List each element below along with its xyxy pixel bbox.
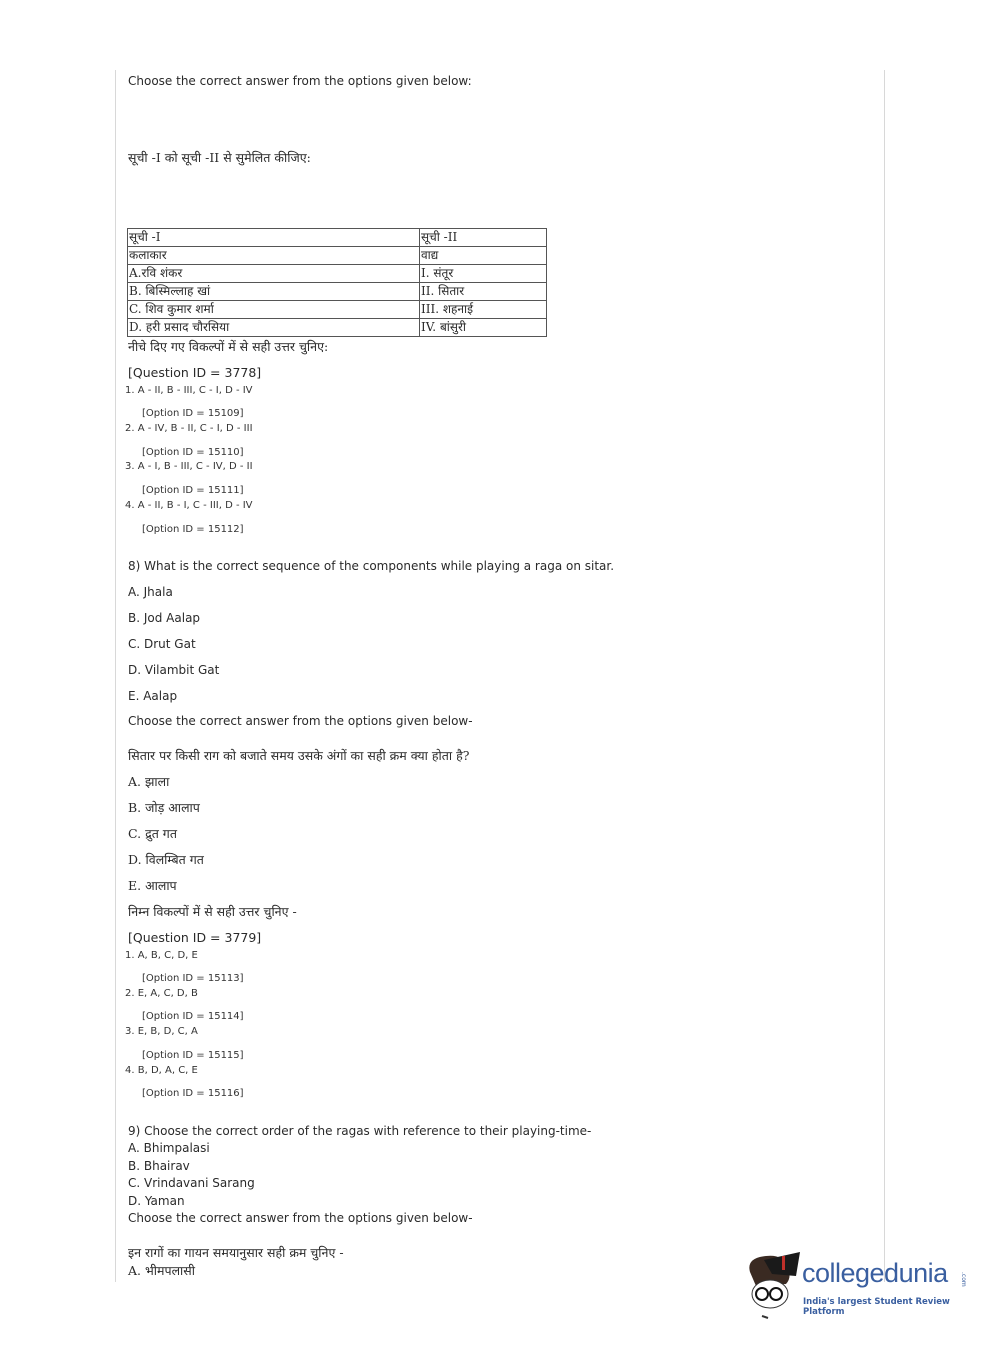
match-table [127, 228, 547, 337]
logo-com: .com [960, 1272, 967, 1287]
table-row [128, 283, 547, 301]
option-id: [Option ID = 15115] [142, 1050, 244, 1061]
option-id: [Option ID = 15114] [142, 1011, 244, 1022]
table-cell: कलाकार [128, 247, 420, 265]
list-item: C. Drut Gat [128, 637, 196, 651]
question-id: [Question ID = 3778] [128, 365, 262, 380]
list-item: A. Jhala [128, 585, 173, 599]
choose-instruction: Choose the correct answer from the options given below: [128, 74, 472, 88]
table-cell: IV. बांसुरी [420, 319, 547, 337]
table-cell: वाद्य [420, 247, 547, 265]
table-row [128, 301, 547, 319]
option-text: 3. A - I, B - III, C - IV, D - II [125, 461, 253, 472]
table-row [128, 265, 547, 283]
table-cell: II. सितार [420, 283, 547, 301]
option-id: [Option ID = 15111] [142, 485, 244, 496]
option-text: 3. E, B, D, C, A [125, 1026, 198, 1037]
choose-hindi: नीचे दिए गए विकल्पों में से सही उत्तर चुनिए: [128, 339, 329, 354]
mascot-icon [742, 1250, 802, 1320]
option-id: [Option ID = 15113] [142, 973, 244, 984]
option-text: 2. E, A, C, D, B [125, 988, 198, 999]
list-item: E. Aalap [128, 689, 178, 703]
table-cell: B. बिस्मिल्लाह खां [128, 283, 420, 301]
option-id: [Option ID = 15112] [142, 524, 244, 535]
choose-instruction: Choose the correct answer from the options given below- [128, 1211, 473, 1225]
list-item: A. Bhimpalasi [128, 1141, 210, 1155]
list-item: C. द्रुत गत [128, 826, 177, 841]
option-id: [Option ID = 15109] [142, 408, 244, 419]
collegedunia-logo [742, 1250, 972, 1320]
question-text: 9) Choose the correct order of the ragas with reference to their playing-time- [128, 1124, 592, 1138]
table-cell: सूची -II [420, 229, 547, 247]
option-id: [Option ID = 15110] [142, 447, 244, 458]
match-heading-hindi: सूची -I को सूची -II से सुमेलित कीजिए: [128, 150, 311, 165]
question-text: 8) What is the correct sequence of the components while playing a raga on sitar. [128, 559, 615, 573]
table-row [128, 229, 547, 247]
page-border-left [115, 70, 116, 1282]
question-id: [Question ID = 3779] [128, 930, 262, 945]
table-cell: III. शहनाई [420, 301, 547, 319]
list-item: B. जोड़ आलाप [128, 800, 200, 815]
option-id: [Option ID = 15116] [142, 1088, 244, 1099]
option-text: 4. B, D, A, C, E [125, 1065, 198, 1076]
list-item: A. झाला [128, 774, 170, 789]
question-text-hindi: सितार पर किसी राग को बजाते समय उसके अंगों का सही क्रम क्या होता है? [128, 748, 470, 763]
list-item: D. Vilambit Gat [128, 663, 220, 677]
option-text: 1. A - II, B - III, C - I, D - IV [125, 385, 253, 396]
list-item: D. विलम्बित गत [128, 852, 204, 867]
list-item: A. भीमपलासी [128, 1263, 195, 1278]
question-text-hindi: इन रागों का गायन समयानुसार सही क्रम चुनिए - [128, 1245, 344, 1260]
list-item: C. Vrindavani Sarang [128, 1176, 255, 1190]
logo-name: collegedunia [802, 1258, 948, 1288]
choose-hindi: निम्न विकल्पों में से सही उत्तर चुनिए - [128, 904, 297, 919]
table-cell: सूची -I [128, 229, 420, 247]
option-text: 4. A - II, B - I, C - III, D - IV [125, 500, 253, 511]
page-border-right [884, 70, 885, 1282]
list-item: E. आलाप [128, 878, 177, 893]
choose-instruction: Choose the correct answer from the options given below- [128, 714, 473, 728]
table-cell: I. संतूर [420, 265, 547, 283]
table-cell: A.रवि शंकर [128, 265, 420, 283]
option-text: 2. A - IV, B - II, C - I, D - III [125, 423, 253, 434]
list-item: D. Yaman [128, 1194, 185, 1208]
table-cell: D. हरी प्रसाद चौरसिया [128, 319, 420, 337]
table-row [128, 247, 547, 265]
table-cell: C. शिव कुमार शर्मा [128, 301, 420, 319]
option-text: 1. A, B, C, D, E [125, 950, 198, 961]
list-item: B. Jod Aalap [128, 611, 201, 625]
list-item: B. Bhairav [128, 1159, 190, 1173]
logo-tagline: India's largest Student Review Platform [803, 1297, 950, 1317]
table-row [128, 319, 547, 337]
